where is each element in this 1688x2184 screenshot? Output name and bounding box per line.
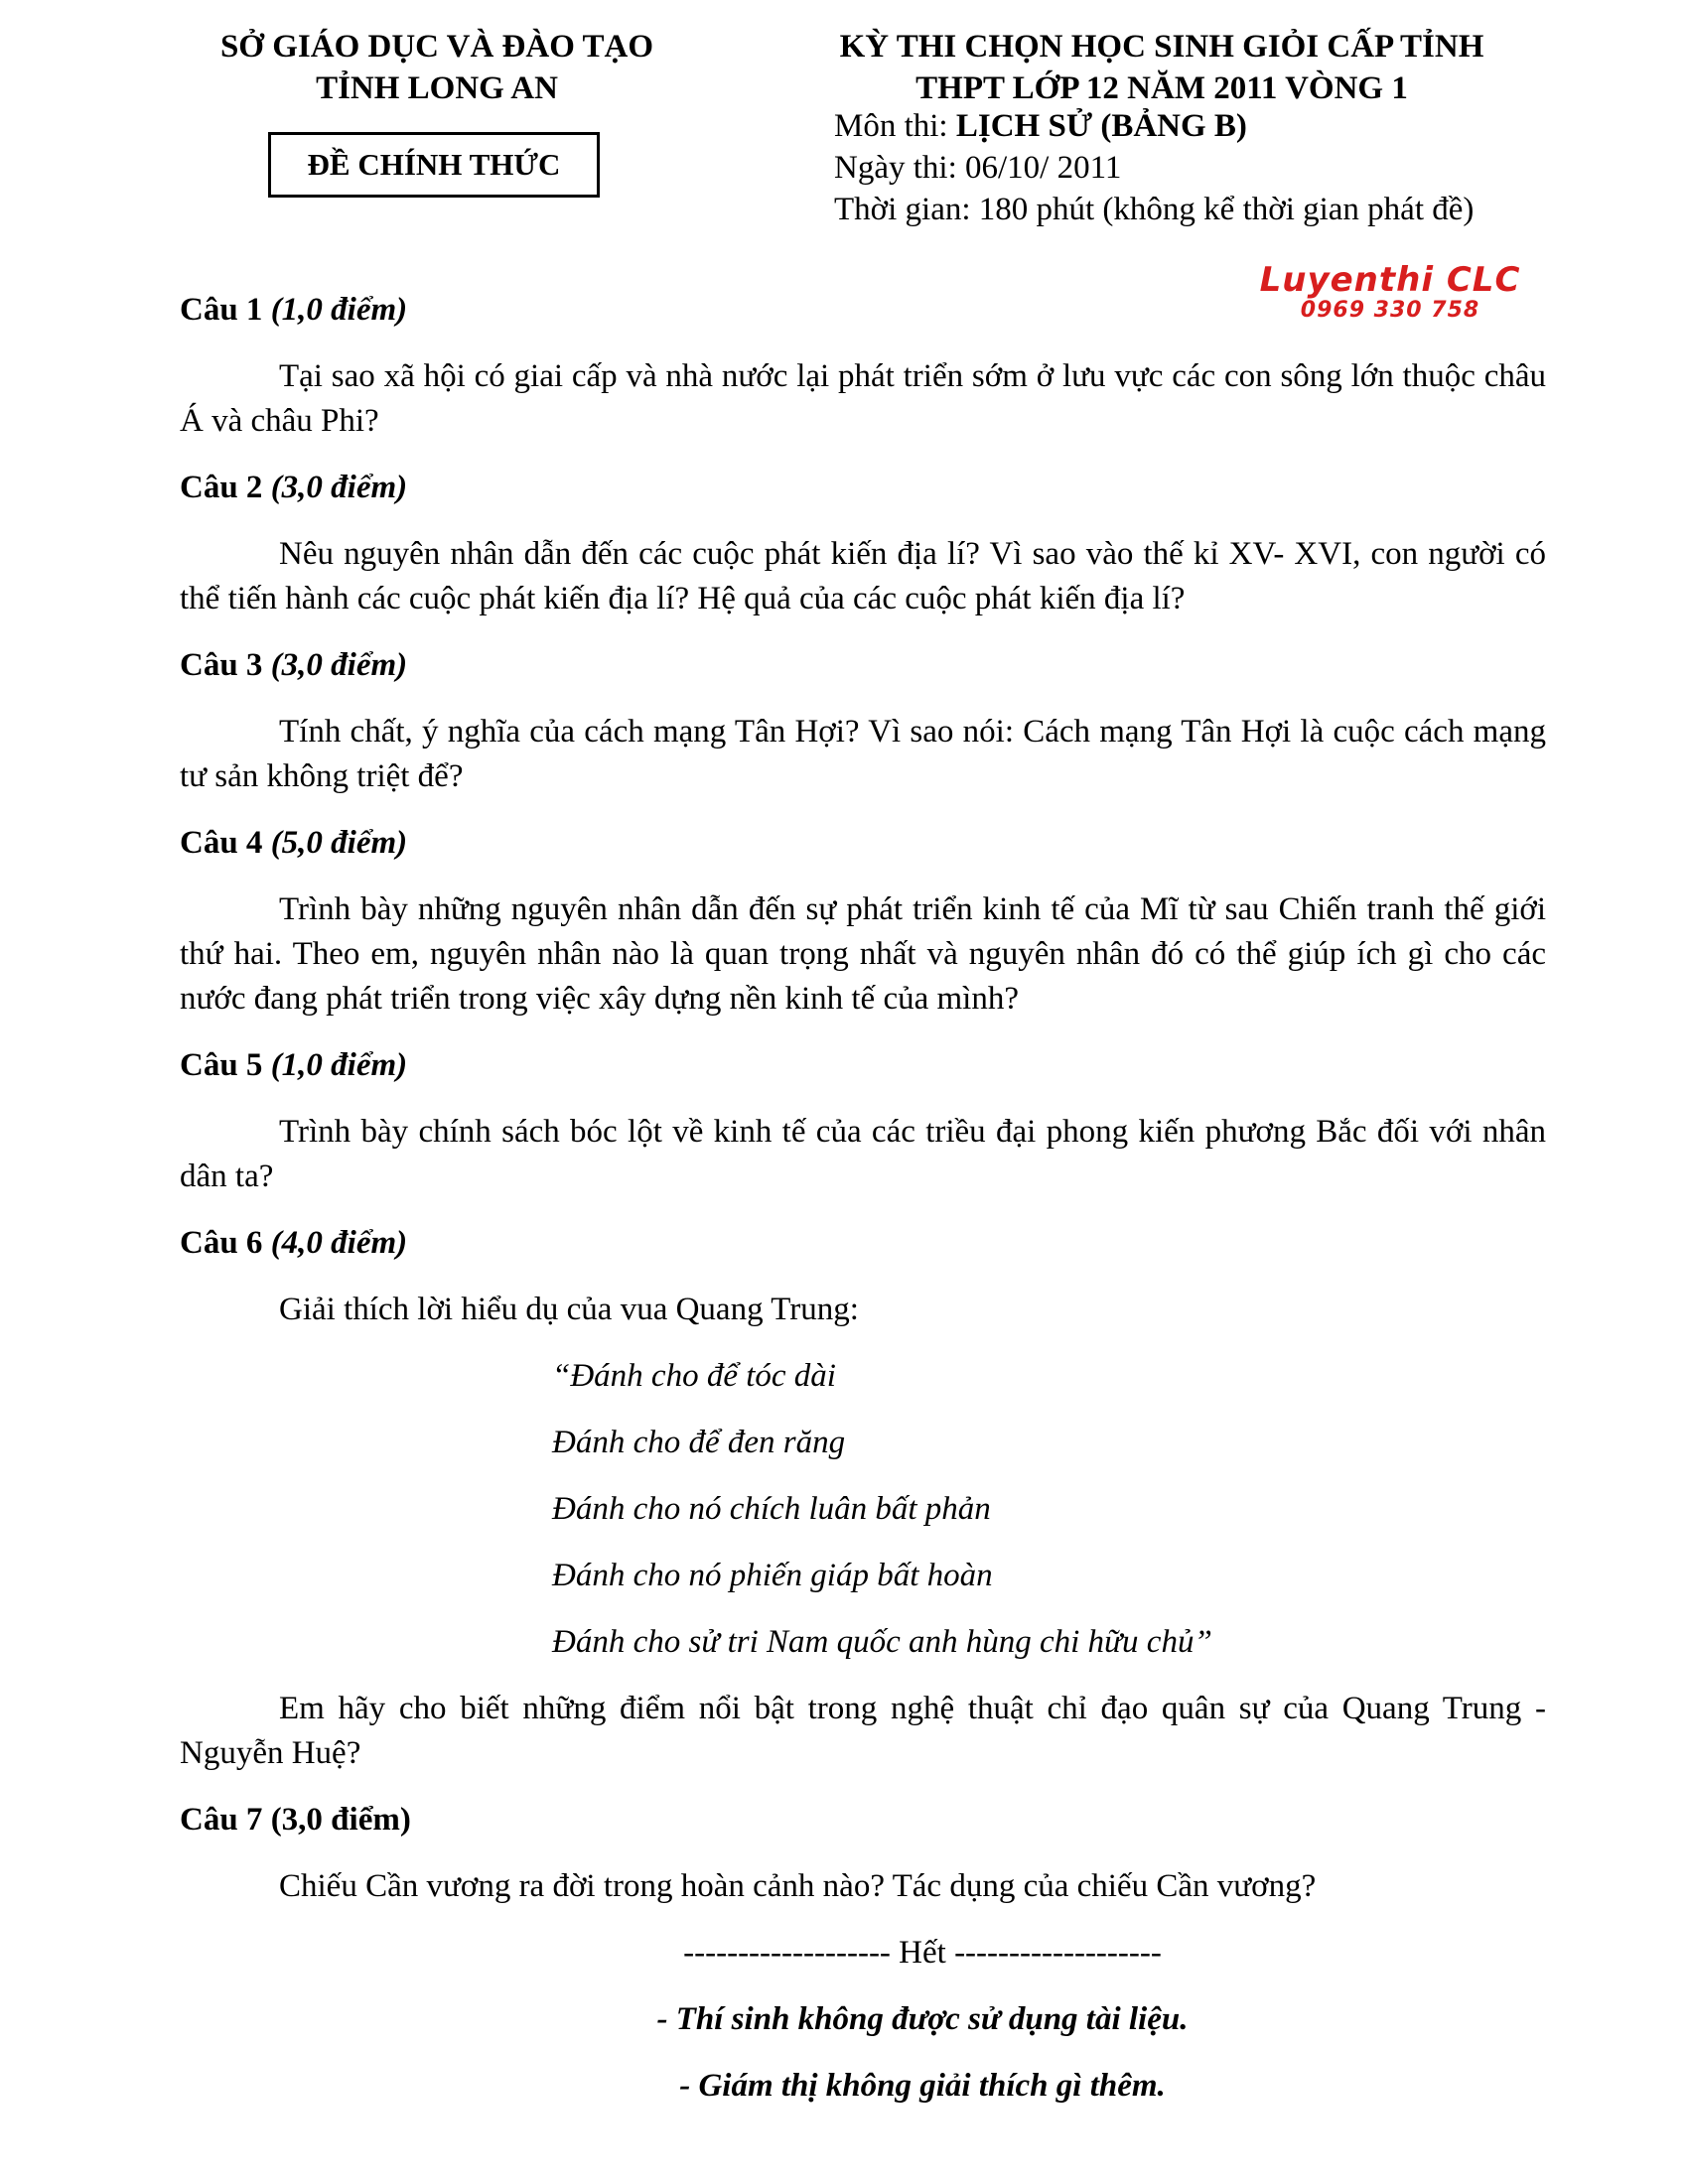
province-name: TỈNH LONG AN [316, 70, 558, 106]
poem-line: Đánh cho nó phiến giáp bất hoàn [552, 1558, 993, 1593]
duration-line [834, 189, 1474, 230]
watermark-phone: 0969 330 758 [1300, 298, 1480, 323]
question-label: Câu 2 [180, 470, 271, 505]
question-7 [180, 1798, 1546, 1909]
question-1 [180, 288, 1546, 444]
exam-title [740, 26, 1584, 109]
official-stamp-box: ĐỀ CHÍNH THỨC [268, 132, 600, 198]
subject-value: LỊCH SỬ (BẢNG B) [955, 108, 1247, 144]
date-value: 06/10/ 2011 [964, 150, 1122, 186]
question-label: Câu 6 [180, 1225, 271, 1261]
question-heading [180, 466, 1546, 510]
question-text: Trình bày những nguyên nhân dẫn đến sự phát triển kinh tế của Mĩ từ sau Chiến tranh thế giới thứ hai. Theo em, nguyên nhân nào là quan trọng nhất và nguyên nhân đó có thể giúp ích gì cho các nước đang phát triển trong việc xây dựng nền kinh tế của mình? [180, 891, 1546, 1017]
question-heading [180, 288, 1546, 333]
question-label: Câu 4 [180, 825, 271, 861]
question-points: (1,0 điểm) [270, 292, 408, 328]
question-heading [180, 821, 1546, 866]
issuing-authority [159, 26, 715, 109]
question-points: (3,0 điểm) [270, 647, 408, 683]
question-text: Em hãy cho biết những điểm nổi bật trong nghệ thuật chỉ đạo quân sự của Quang Trung - Nguyễn Huệ? [180, 1691, 1546, 1771]
question-6 [180, 1221, 1546, 1776]
question-label: Câu 7 [180, 1802, 271, 1838]
question-text: Trình bày chính sách bóc lột về kinh tế của các triều đại phong kiến phương Bắc đối với nhân dân ta? [180, 1114, 1546, 1194]
question-text: Nêu nguyên nhân dẫn đến các cuộc phát kiến địa lí? Vì sao vào thế kỉ XV- XVI, con người có thể tiến hành các cuộc phát kiến địa lí? Hệ quả của các cuộc phát kiến địa lí? [180, 536, 1546, 616]
exam-title-line2: THPT LỚP 12 NĂM 2011 VÒNG 1 [915, 70, 1408, 106]
exam-title-line1: KỲ THI CHỌN HỌC SINH GIỎI CẤP TỈNH [839, 29, 1484, 65]
watermark-name: Luyenthi CLC [1259, 260, 1521, 300]
question-points: (3,0 điểm) [270, 1802, 411, 1838]
question-label: Câu 1 [180, 292, 271, 328]
poem-line: “Đánh cho để tóc dài [552, 1358, 836, 1394]
subject-line [834, 105, 1474, 147]
question-text: Tính chất, ý nghĩa của cách mạng Tân Hợi? Vì sao nói: Cách mạng Tân Hợi là cuộc cách mạng tư sản không triệt để? [180, 714, 1546, 794]
question-3 [180, 643, 1546, 799]
exam-questions [180, 288, 1546, 2130]
question-intro: Giải thích lời hiểu dụ của vua Quang Trung: [279, 1292, 859, 1327]
question-heading [180, 1798, 1546, 1843]
poem-line: Đánh cho nó chích luân bất phản [552, 1491, 991, 1527]
poem-line: Đánh cho sử tri Nam quốc anh hùng chi hữu chủ” [552, 1624, 1212, 1660]
duration-label: Thời gian: [834, 192, 979, 227]
duration-value: 180 phút (không kể thời gian phát đề) [978, 192, 1475, 227]
question-heading [180, 1221, 1546, 1266]
department-name: SỞ GIÁO DỤC VÀ ĐÀO TẠO [219, 29, 654, 65]
question-points: (4,0 điểm) [270, 1225, 408, 1261]
end-marker: ------------------- Hết ------------------- [683, 1935, 1162, 1971]
date-line [834, 147, 1474, 189]
note-no-explanation: - Giám thị không giải thích gì thêm. [679, 2068, 1166, 2104]
date-label: Ngày thi: [834, 150, 965, 186]
question-5 [180, 1043, 1546, 1199]
question-heading [180, 1043, 1546, 1088]
note-no-materials: - Thí sinh không được sử dụng tài liệu. [656, 2001, 1189, 2037]
question-points: (3,0 điểm) [270, 470, 408, 505]
question-text: Chiếu Cần vương ra đời trong hoàn cảnh nào? Tác dụng của chiếu Cần vương? [279, 1868, 1317, 1904]
question-points: (5,0 điểm) [270, 825, 408, 861]
question-4 [180, 821, 1546, 1022]
question-label: Câu 3 [180, 647, 271, 683]
exam-meta [834, 105, 1474, 230]
poem-line: Đánh cho để đen răng [552, 1425, 846, 1460]
question-label: Câu 5 [180, 1047, 271, 1083]
subject-label: Môn thi: [834, 108, 956, 144]
quoted-poem [180, 1354, 1546, 1665]
question-2 [180, 466, 1546, 621]
question-points: (1,0 điểm) [270, 1047, 408, 1083]
question-heading [180, 643, 1546, 688]
question-text: Tại sao xã hội có giai cấp và nhà nước lại phát triển sớm ở lưu vực các con sông lớn thuộc châu Á và châu Phi? [180, 358, 1546, 439]
